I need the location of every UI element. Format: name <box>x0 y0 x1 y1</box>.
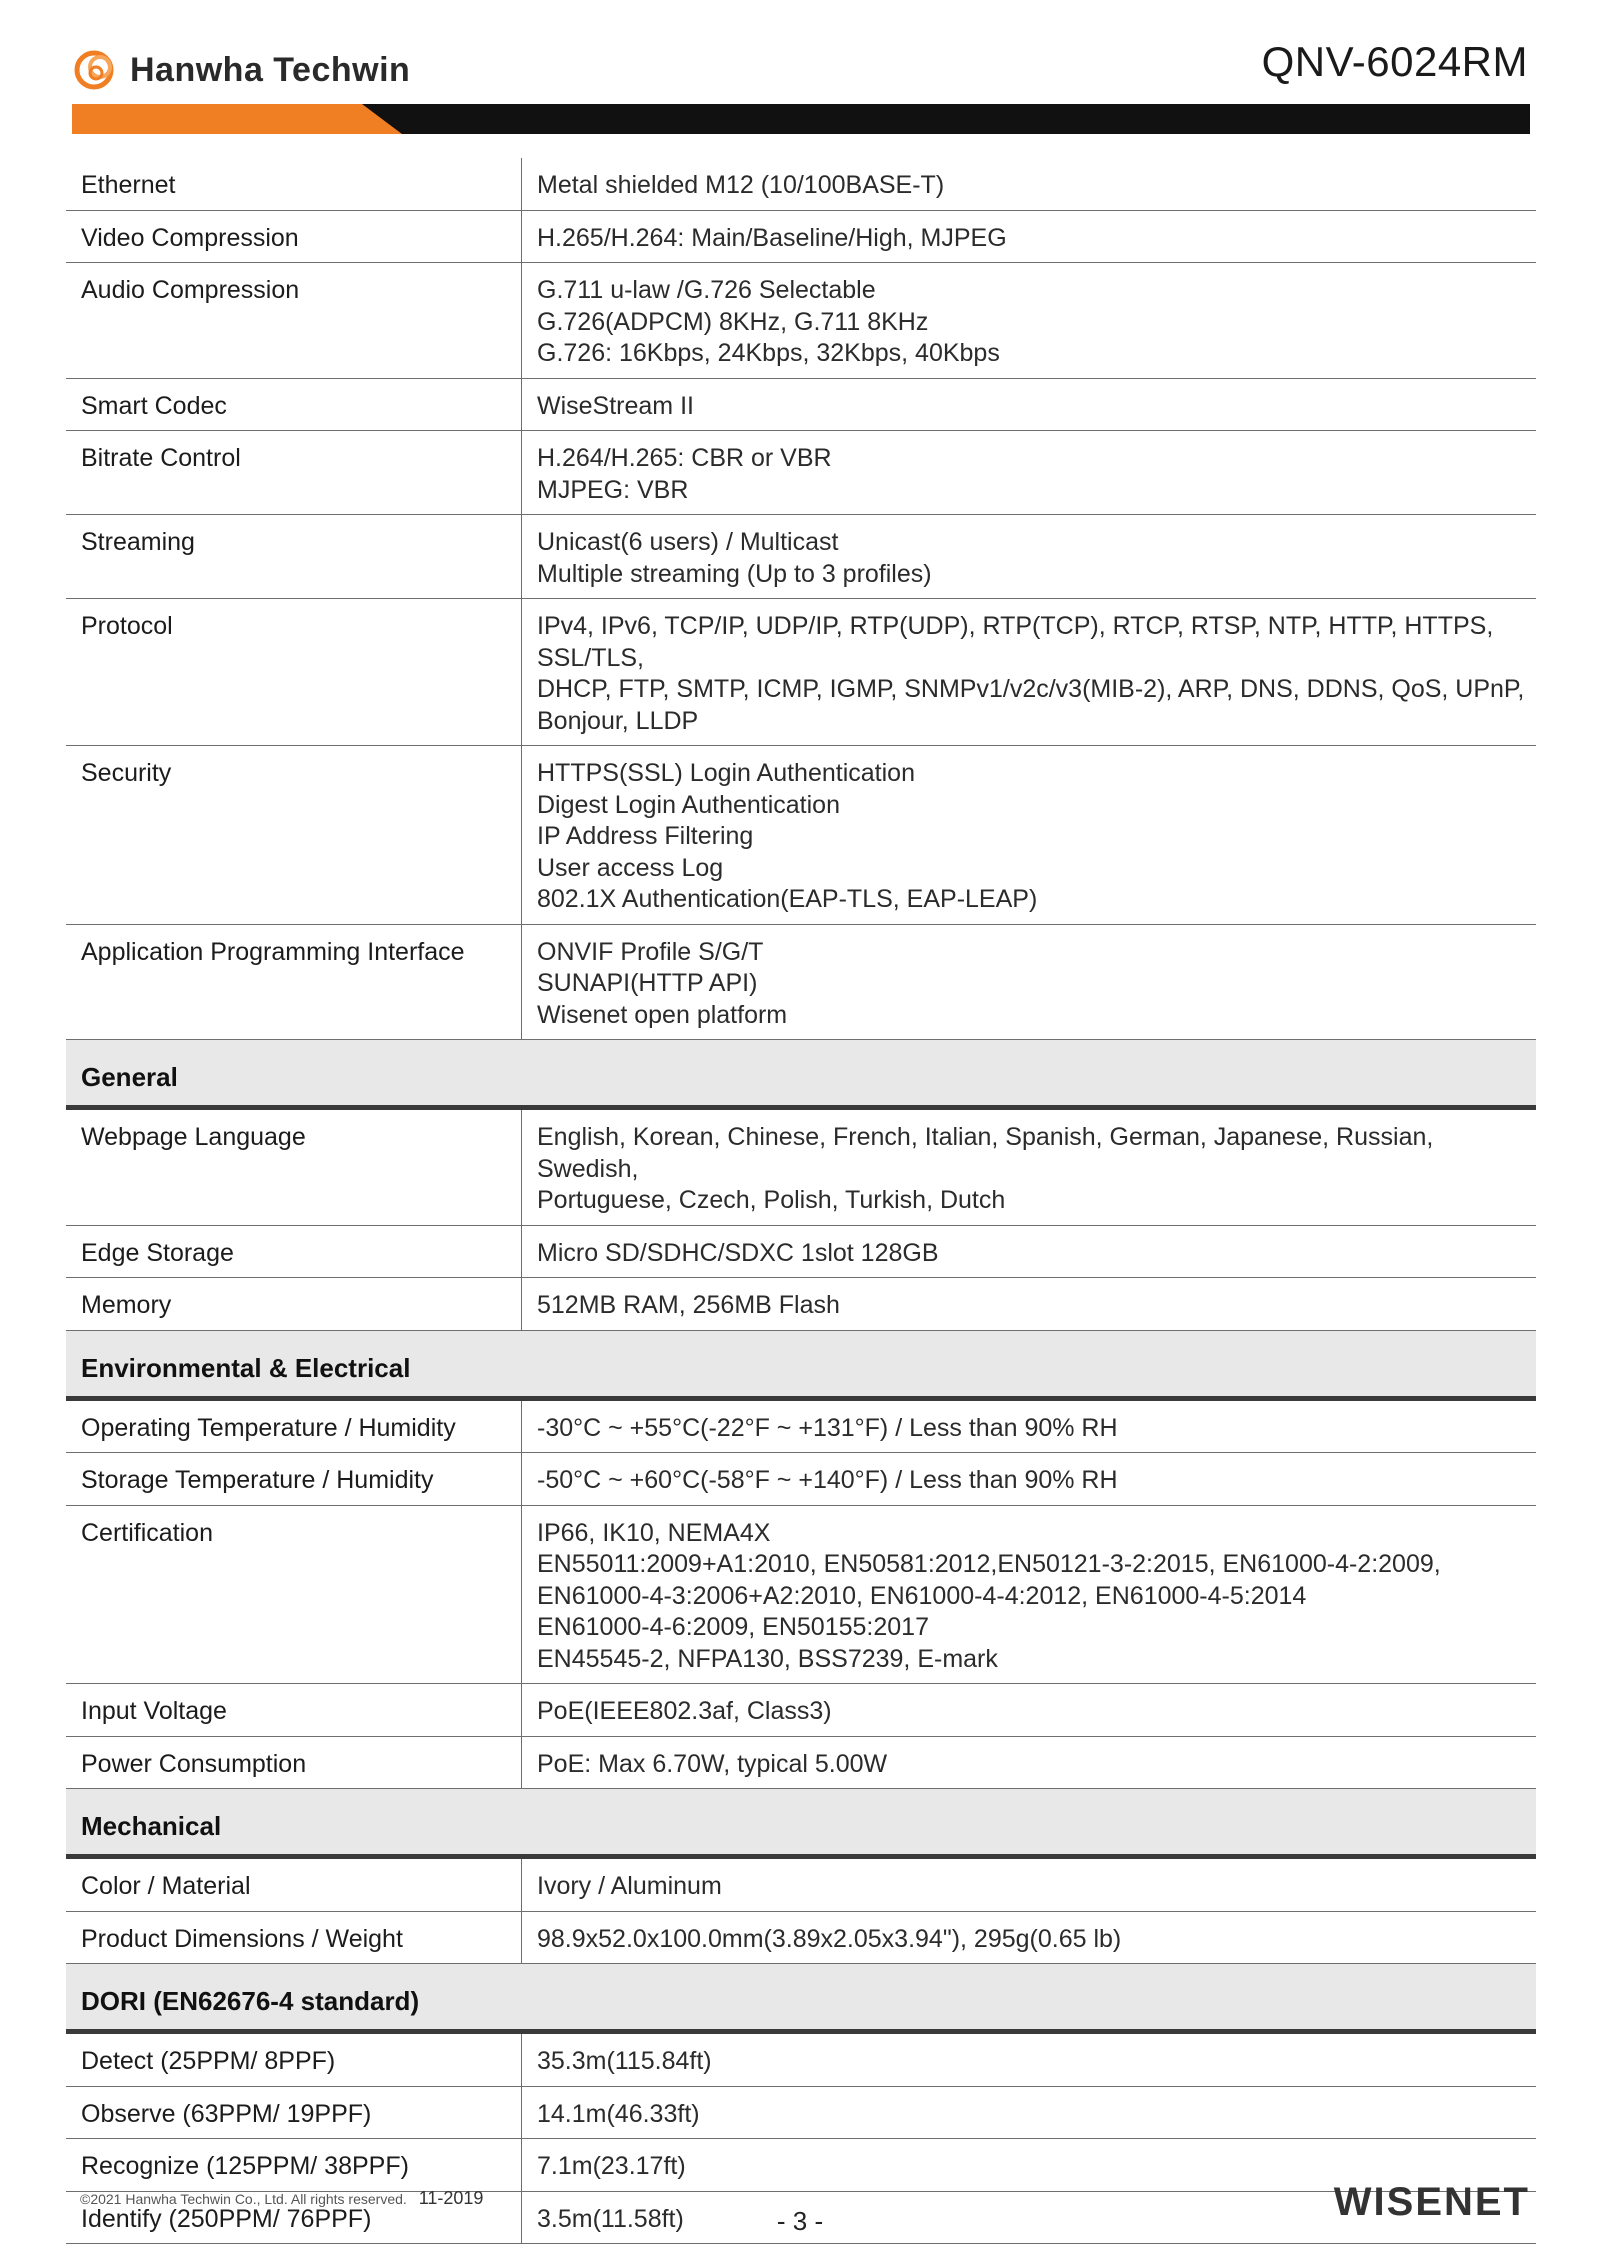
page-header <box>0 0 1600 140</box>
spec-value-line: HTTPS(SSL) Login Authentication <box>537 759 915 787</box>
spec-value <box>522 599 1537 746</box>
spec-table-body <box>66 158 1536 2244</box>
spec-value-line: 14.1m(46.33ft) <box>537 2099 700 2128</box>
spec-label: Identify (250PPM/ 76PPF) <box>66 2191 522 2244</box>
spec-value-line: EN61000-4-6:2009, EN50155:2017 <box>537 1613 929 1641</box>
spec-value-line: -30°C ~ +55°C(-22°F ~ +131°F) / Less than 90% RH <box>537 1413 1118 1442</box>
spec-value <box>522 1736 1537 1789</box>
spec-value <box>522 924 1537 1040</box>
spec-row <box>66 924 1536 1040</box>
spec-row <box>66 1684 1536 1737</box>
spec-value <box>522 263 1537 379</box>
spec-value-line: Micro SD/SDHC/SDXC 1slot 128GB <box>537 1238 939 1267</box>
spec-value-line: 802.1X Authentication(EAP-TLS, EAP-LEAP) <box>537 885 1038 913</box>
spec-value <box>522 378 1537 431</box>
spec-row <box>66 1736 1536 1789</box>
spec-label: Memory <box>66 1278 522 1331</box>
company-name: Hanwha Techwin <box>130 50 411 89</box>
spec-row <box>66 1225 1536 1278</box>
spec-label: Bitrate Control <box>66 431 522 515</box>
spec-value-line: Bonjour, LLDP <box>537 706 699 735</box>
spec-row <box>66 1911 1536 1964</box>
spec-label: Recognize (125PPM/ 38PPF) <box>66 2139 522 2192</box>
document-date: 11-2019 <box>418 2188 484 2208</box>
spec-value-line: 98.9x52.0x100.0mm(3.89x2.05x3.94"), 295g(0.65 lb) <box>537 1924 1122 1953</box>
section-title: DORI (EN62676-4 standard) <box>66 1964 1536 2032</box>
spec-value <box>522 1505 1537 1684</box>
spec-value-line: SUNAPI(HTTP API) <box>537 969 758 997</box>
spec-value <box>522 1278 1537 1331</box>
spec-label: Application Programming Interface <box>66 924 522 1040</box>
spec-value <box>522 2032 1537 2087</box>
spec-value-line: PoE(IEEE802.3af, Class3) <box>537 1697 832 1725</box>
spec-row <box>66 2086 1536 2139</box>
spec-value-line: EN55011:2009+A1:2010, EN50581:2012,EN50121-3-2:2015, EN61000-4-2:2009, <box>537 1550 1441 1578</box>
page-number: - 3 - <box>776 2206 824 2236</box>
spec-value-line: ONVIF Profile S/G/T <box>537 937 764 966</box>
spec-value-line: Metal shielded M12 (10/100BASE-T) <box>537 171 945 199</box>
spec-value-line: Digest Login Authentication <box>537 790 840 819</box>
model-number: QNV-6024RM <box>1261 38 1528 85</box>
spec-row <box>66 746 1536 925</box>
spec-label: Certification <box>66 1505 522 1684</box>
hanwha-logo-icon <box>72 45 122 95</box>
spec-value-line: 512MB RAM, 256MB Flash <box>537 1291 840 1319</box>
spec-value-line: EN61000-4-3:2006+A2:2010, EN61000-4-4:2012, EN61000-4-5:2014 <box>537 1581 1307 1610</box>
section-title: Environmental & Electrical <box>66 1330 1536 1398</box>
section-header <box>66 1789 1536 1857</box>
spec-label: Streaming <box>66 515 522 599</box>
spec-label: Video Compression <box>66 210 522 263</box>
spec-value-line: G.726: 16Kbps, 24Kbps, 32Kbps, 40Kbps <box>537 339 1000 367</box>
spec-value <box>522 1225 1537 1278</box>
spec-label: Product Dimensions / Weight <box>66 1911 522 1964</box>
spec-label: Observe (63PPM/ 19PPF) <box>66 2086 522 2139</box>
section-header <box>66 1330 1536 1398</box>
spec-value-line: -50°C ~ +60°C(-58°F ~ +140°F) / Less than 90% RH <box>537 1466 1118 1494</box>
spec-label: Edge Storage <box>66 1225 522 1278</box>
spec-value <box>522 515 1537 599</box>
spec-value <box>522 1911 1537 1964</box>
spec-value-line: MJPEG: VBR <box>537 475 689 504</box>
spec-value-line: H.265/H.264: Main/Baseline/High, MJPEG <box>537 223 1007 252</box>
spec-value-line: H.264/H.265: CBR or VBR <box>537 444 832 472</box>
spec-value <box>522 158 1537 210</box>
spec-row <box>66 2139 1536 2192</box>
spec-value <box>522 431 1537 515</box>
footer-copyright <box>80 2188 483 2209</box>
spec-value <box>522 2086 1537 2139</box>
company-logo <box>72 44 410 96</box>
spec-label: Storage Temperature / Humidity <box>66 1453 522 1506</box>
spec-value <box>522 1108 1537 1226</box>
spec-label: Power Consumption <box>66 1736 522 1789</box>
spec-label: Protocol <box>66 599 522 746</box>
header-bar <box>72 104 1530 134</box>
spec-label: Audio Compression <box>66 263 522 379</box>
spec-row <box>66 1398 1536 1453</box>
spec-label: Ethernet <box>66 158 522 210</box>
spec-value-line: DHCP, FTP, SMTP, ICMP, IGMP, SNMPv1/v2c/v3(MIB-2), ARP, DNS, DDNS, QoS, UPnP, <box>537 675 1525 703</box>
spec-label: Smart Codec <box>66 378 522 431</box>
section-title: Mechanical <box>66 1789 1536 1857</box>
spec-value <box>522 210 1537 263</box>
spec-value-line: IP66, IK10, NEMA4X <box>537 1518 771 1547</box>
spec-value-line: 35.3m(115.84ft) <box>537 2047 712 2075</box>
spec-row <box>66 210 1536 263</box>
spec-value <box>522 1857 1537 1912</box>
spec-row <box>66 1278 1536 1331</box>
spec-value <box>522 1684 1537 1737</box>
spec-value <box>522 746 1537 925</box>
copyright-text: ©2021 Hanwha Techwin Co., Ltd. All rights reserved. <box>80 2191 407 2207</box>
spec-row <box>66 2032 1536 2087</box>
section-title: General <box>66 1040 1536 1108</box>
spec-value-line: 3.5m(11.58ft) <box>537 2204 684 2233</box>
spec-row <box>66 515 1536 599</box>
spec-row <box>66 431 1536 515</box>
spec-value-line: User access Log <box>537 853 724 882</box>
spec-value-line: IPv4, IPv6, TCP/IP, UDP/IP, RTP(UDP), RTP(TCP), RTCP, RTSP, NTP, HTTP, HTTPS, SSL/TLS, <box>537 612 1494 672</box>
spec-table <box>66 158 1536 2244</box>
spec-value-line: Multiple streaming (Up to 3 profiles) <box>537 559 932 588</box>
spec-value-line: IP Address Filtering <box>537 822 754 850</box>
spec-row <box>66 1505 1536 1684</box>
spec-value-line: EN45545-2, NFPA130, BSS7239, E-mark <box>537 1644 998 1673</box>
spec-value-line: Unicast(6 users) / Multicast <box>537 528 839 556</box>
section-header <box>66 1040 1536 1108</box>
spec-row <box>66 1857 1536 1912</box>
spec-label: Color / Material <box>66 1857 522 1912</box>
spec-label: Security <box>66 746 522 925</box>
spec-value-line: G.711 u-law /G.726 Selectable <box>537 276 876 304</box>
spec-label: Operating Temperature / Humidity <box>66 1398 522 1453</box>
spec-value-line: Ivory / Aluminum <box>537 1872 722 1900</box>
spec-row <box>66 158 1536 210</box>
spec-row <box>66 1453 1536 1506</box>
section-header <box>66 1964 1536 2032</box>
spec-value-line: English, Korean, Chinese, French, Italian, Spanish, German, Japanese, Russian, Swedish, <box>537 1123 1434 1183</box>
spec-value <box>522 1453 1537 1506</box>
spec-row <box>66 599 1536 746</box>
spec-value-line: Portuguese, Czech, Polish, Turkish, Dutch <box>537 1186 1006 1214</box>
wisenet-logo: WISENET <box>1333 2180 1530 2224</box>
spec-row <box>66 378 1536 431</box>
spec-value-line: PoE: Max 6.70W, typical 5.00W <box>537 1749 888 1778</box>
spec-row <box>66 1108 1536 1226</box>
spec-label: Detect (25PPM/ 8PPF) <box>66 2032 522 2087</box>
spec-value-line: G.726(ADPCM) 8KHz, G.711 8KHz <box>537 307 929 336</box>
spec-row <box>66 263 1536 379</box>
spec-value-line: 7.1m(23.17ft) <box>537 2152 686 2180</box>
spec-value <box>522 1398 1537 1453</box>
spec-label: Input Voltage <box>66 1684 522 1737</box>
spec-value-line: WiseStream II <box>537 391 694 420</box>
spec-label: Webpage Language <box>66 1108 522 1226</box>
spec-value-line: Wisenet open platform <box>537 1000 788 1029</box>
